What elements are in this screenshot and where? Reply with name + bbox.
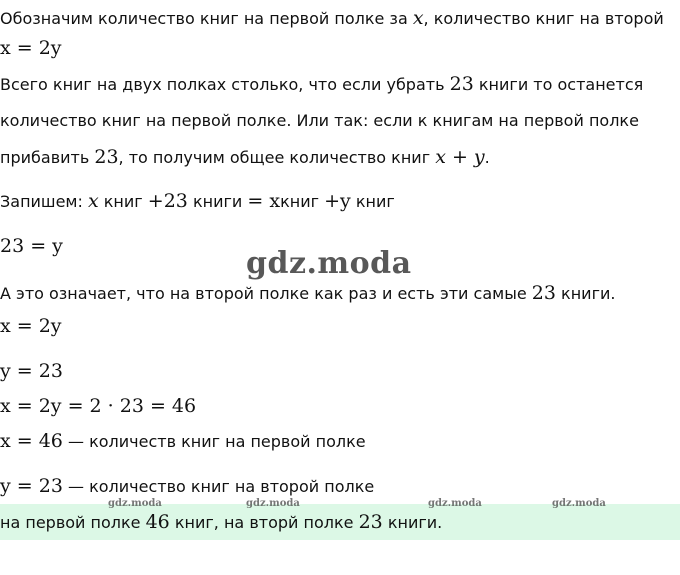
text-segment: книг: [350, 192, 395, 211]
text-line-6: [0, 191, 395, 212]
equation-3: [0, 316, 62, 336]
text-segment: — количеств книг на первой полке: [62, 432, 366, 451]
equation-5: [0, 396, 196, 416]
text-segment: книги то останется: [473, 75, 644, 94]
text-segment: Обозначим количество книг на первой полке за: [0, 9, 413, 28]
text-line-5: [0, 147, 490, 168]
equation-text: y = 23: [0, 360, 63, 382]
text-segment: книг, на вторй полке: [169, 513, 359, 532]
math-expression: x = 46: [0, 430, 63, 452]
equation-text: 23 = y: [0, 235, 63, 257]
math-expression: x + y: [435, 146, 485, 168]
watermark-small: gdz.moda: [552, 498, 606, 509]
text-line-1: [0, 8, 664, 29]
math-expression: = x: [247, 190, 281, 212]
text-segment: на первой полке: [0, 513, 146, 532]
text-line-3: [0, 74, 643, 95]
equation-text: x = 2y: [0, 315, 62, 337]
watermark-small: gdz.moda: [428, 498, 482, 509]
watermark-small: gdz.moda: [108, 498, 162, 509]
text-segment: книги.: [555, 284, 616, 303]
equation-2: [0, 236, 63, 256]
text-line-12: [0, 431, 366, 452]
text-segment: А это означает, что на второй полке как раз и есть эти самые: [0, 284, 532, 303]
text-segment: количество книг на первой полке. Или так: если к книгам на первой полке: [0, 111, 639, 130]
math-expression: +23: [147, 190, 188, 212]
text-line-8: [0, 283, 615, 304]
text-segment: .: [484, 148, 490, 167]
text-segment: книги: [187, 192, 248, 211]
watermark-logo: gdz.moda: [246, 246, 412, 281]
equation-text: x = 2y = 2 · 23 = 46: [0, 395, 197, 417]
math-number: 23: [358, 511, 383, 533]
text-segment: книги.: [382, 513, 443, 532]
math-number: 46: [145, 511, 170, 533]
equation-1: [0, 38, 62, 58]
text-segment: прибавить: [0, 148, 95, 167]
text-segment: — количество книг на второй полке: [62, 477, 375, 496]
watermark-small: gdz.moda: [246, 498, 300, 509]
text-segment: книг: [280, 192, 325, 211]
math-number: 23: [449, 73, 474, 95]
equation-4: [0, 361, 63, 381]
text-segment: Запишем:: [0, 192, 88, 211]
text-line-4: [0, 111, 639, 131]
math-number: 23: [94, 146, 119, 168]
math-variable: x: [87, 190, 99, 212]
math-expression: y = 23: [0, 475, 63, 497]
answer-line: [0, 512, 442, 533]
text-segment: книг: [98, 192, 148, 211]
text-line-13: [0, 476, 374, 497]
math-variable: x: [412, 7, 424, 29]
text-segment: , количество книг на второй: [423, 9, 664, 28]
math-number: 23: [531, 282, 556, 304]
equation-text: x = 2y: [0, 37, 62, 59]
text-segment: , то получим общее количество книг: [118, 148, 436, 167]
math-expression: +y: [324, 190, 351, 212]
text-segment: Всего книг на двух полках столько, что если убрать: [0, 75, 450, 94]
